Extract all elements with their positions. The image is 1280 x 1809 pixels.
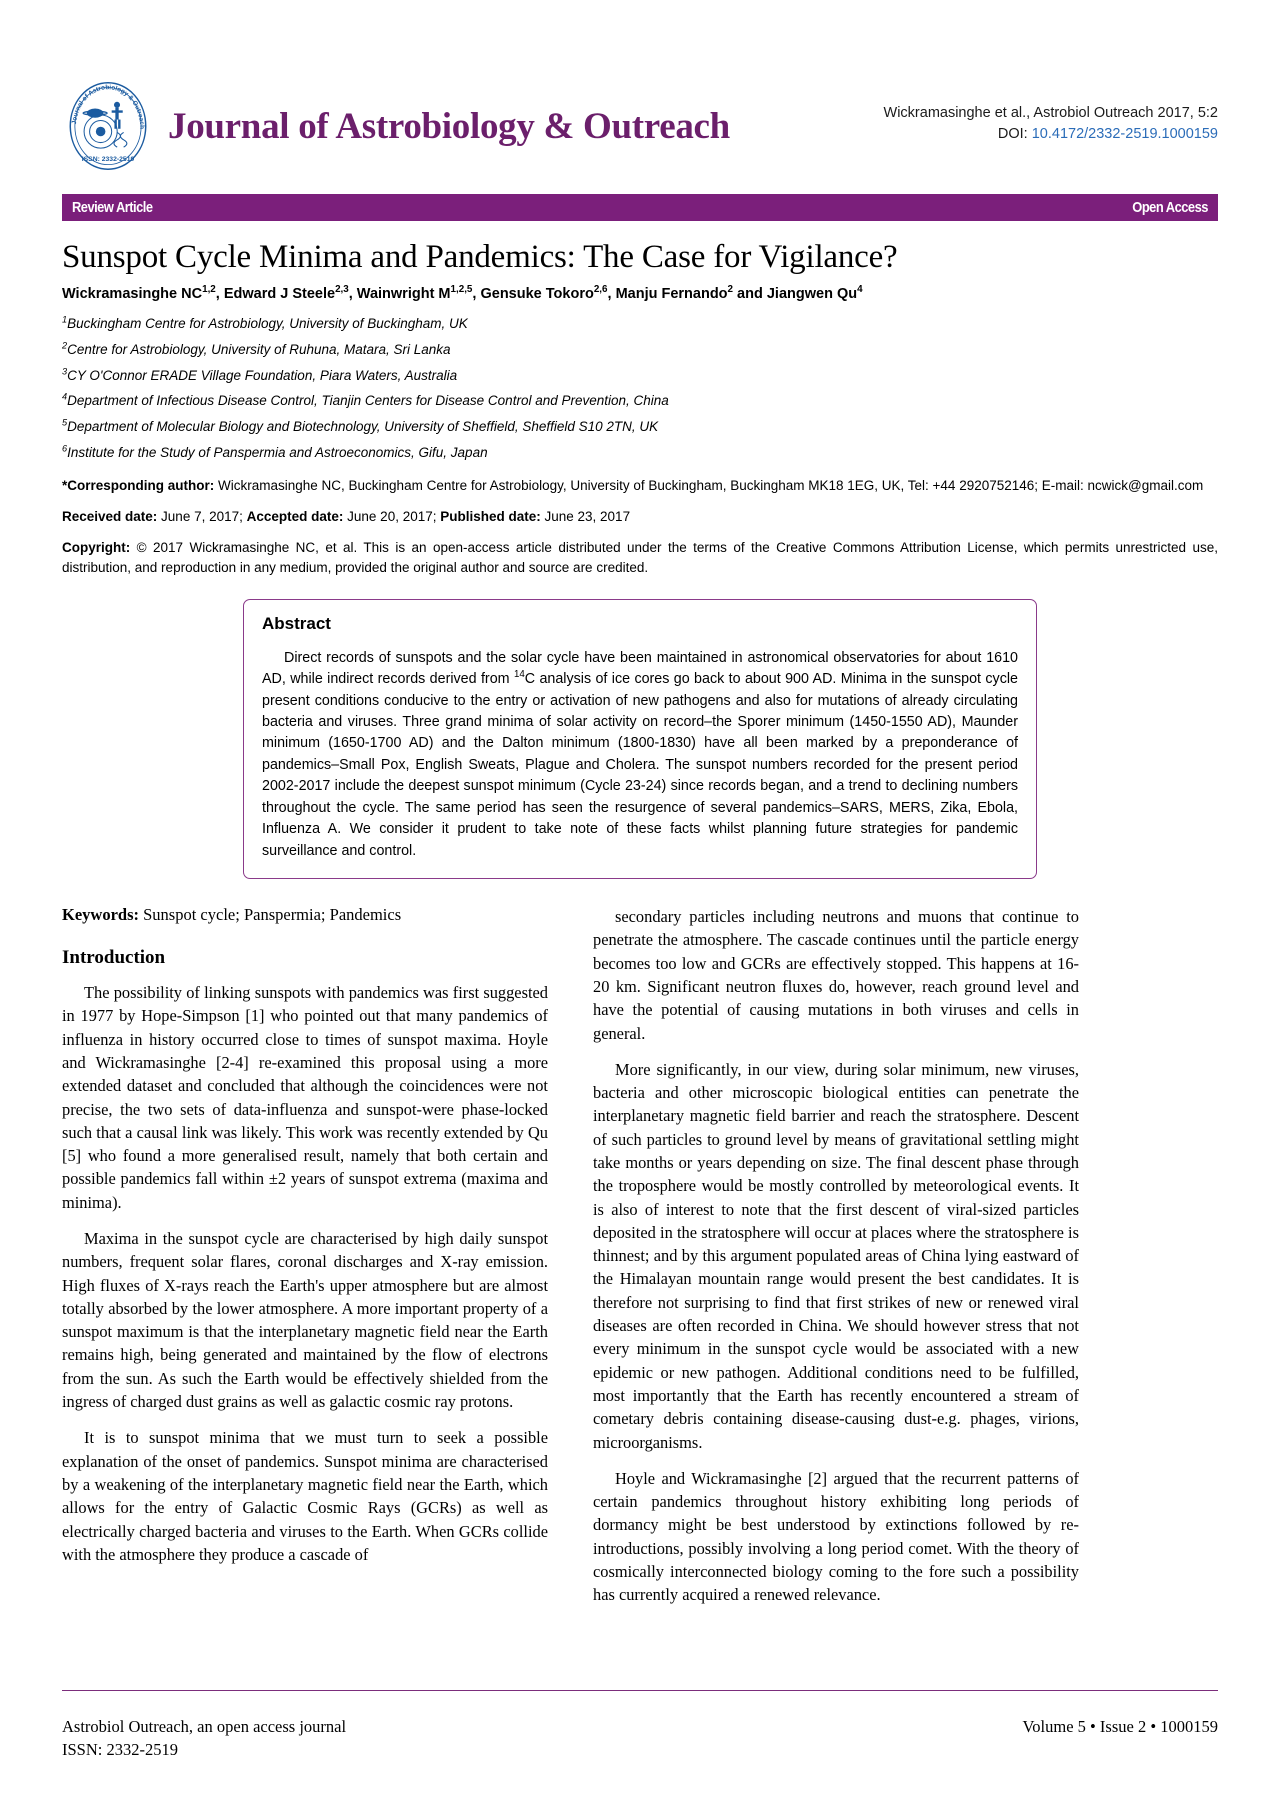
copyright-label: Copyright: (62, 540, 131, 556)
abstract-heading: Abstract (262, 613, 331, 633)
footer-divider (62, 1690, 1218, 1691)
review-article-label: Review Article (72, 199, 153, 216)
affiliation-text-4: Department of Infectious Disease Control, Tianjin Centers for Disease Control and Prevention, China (67, 393, 669, 409)
journal-brand (62, 80, 730, 172)
copyright-text: © 2017 Wickramasinghe NC, et al. This is an open-access article distributed under the terms of the Creative Commons Attribution License, which permits unrestricted use, distribution, and reproduction in any medium, provided the original author and source are credited. (62, 540, 1218, 575)
paragraph: More significantly, in our view, during solar minimum, new viruses, bacteria and other microscopic biological entities can penetrate the interplanetary magnetic field barrier and reach the stratosphere. Descent of such particles to ground level by means of gravitational settling might take months or years depending on size. The final descent phase through the troposphere would be mostly controlled by meteorological events. It is also of interest to note that the first descent of viral-sized particles deposited in the stratosphere will occur at places where the stratosphere is thinnest; and by this argument populated areas of China lying eastward of the Himalayan mountain range would present the best candidates. It is therefore not surprising to find that first strikes of new or renewed viral diseases are often recorded in China. We should however stress that not every minimum in the sunspot cycle would be associated with a new epidemic or new pathogen. Additional conditions need to be fulfilled, most importantly that the Earth has recently encountered a stream of cometary debris containing disease-causing dust-e.g. phages, virions, microorganisms. (593, 1059, 1079, 1452)
footer-left (62, 1716, 346, 1761)
affiliation-2 (62, 342, 1218, 359)
keywords-value: Sunspot cycle; Panspermia; Pandemics (139, 905, 402, 925)
affiliation-marker-6: 6 (62, 443, 68, 454)
paragraph: It is to sunspot minima that we must turn to seek a possible explanation of the onset of pandemics. Sunspot minima are characterised by a weakening of the interplanetary magnetic field near the Earth, which allows for the entry of Galactic Cosmic Rays (GCRs) as well as electrically charged bacteria and viruses to the Earth. When GCRs collide with the atmosphere they produce a cascade of (62, 1428, 548, 1564)
left-column (62, 905, 548, 1607)
affiliation-6 (62, 445, 1218, 462)
doi-label: DOI: (997, 126, 1032, 142)
affiliation-marker-4: 4 (62, 391, 68, 402)
citation-line: Wickramasinghe et al., Astrobiol Outreach 2017, 5:2 (883, 104, 1218, 121)
doi-line (884, 124, 1218, 145)
copyright-notice (62, 538, 1218, 576)
affiliation-1 (62, 316, 1218, 333)
footer-issn: ISSN: 2332-2519 (62, 1739, 178, 1759)
affiliation-4 (62, 393, 1218, 410)
paragraph: Maxima in the sunspot cycle are characterised by high daily sunspot numbers, frequent solar flares, coronal discharges and X-ray emission. High fluxes of X-rays reach the Earth's upper atmosphere but are almost totally absorbed by the lower atmosphere. A more important property of a sunspot maximum is that the interplanetary magnetic field near the Earth remains high, being generated and maintained by the flow of electrons from the sun. As such the Earth would be effectively shielded from the ingress of charged dust grains as well as galactic cosmic ray protons. (62, 1229, 548, 1412)
svg-text:ISSN: 2332-2519: ISSN: 2332-2519 (81, 155, 135, 163)
affiliation-marker-1: 1 (62, 314, 68, 325)
article-title: Sunspot Cycle Minima and Pandemics: The Case for Vigilance? (62, 239, 898, 275)
page-footer (62, 1716, 1218, 1761)
right-column (593, 905, 1079, 1607)
affiliations (62, 316, 1218, 462)
open-access-label: Open Access (1132, 199, 1208, 216)
corresponding-author (62, 476, 1218, 495)
citation-block (884, 103, 1218, 149)
paragraph: secondary particles including neutrons and muons that continue to penetrate the atmosphere. The cascade continues until the particle energy becomes too low and GCRs are effectively stopped. This happens at 16-20 km. Significant neutron fluxes do, however, reach ground level and have the potential of causing mutations in both viruses and cells in general. (593, 907, 1079, 1043)
keywords-label: Keywords: (62, 905, 139, 925)
publication-dates: Received date: June 7, 2017; Accepted date: June 20, 2017; Published date: June 23, 2017 (62, 509, 631, 525)
affiliation-text-1: Buckingham Centre for Astrobiology, University of Buckingham, UK (67, 315, 468, 331)
masthead (62, 0, 1218, 180)
author-list: Wickramasinghe NC$^{1,2}$, Edward J Steele$^{2,3}$, Wainwright M$^{1,2,5}$, Gensuke Tokoro$^{2,6}$, Manju Fernando$^2$ and Jiangwen Qu$^4$ (62, 284, 863, 302)
paragraph: The possibility of linking sunspots with pandemics was first suggested in 1977 by Hope-Simpson [1] who pointed out that many pandemics of influenza in history occurred close to times of sunspot maxima. Hoyle and Wickramasinghe [2-4] re-examined this proposal using a more extended dataset and concluded that although the coincidences were not precise, the two sets of data-influenza and sunspot-were phase-locked such that a causal link was likely. This work was recently extended by Qu [5] who found a more generalised result, namely that both certain and possible pandemics fall within ±2 years of sunspot extrema (maxima and minima). (62, 983, 548, 1212)
footer-volume-issue: Volume 5 • Issue 2 • 1000159 (1022, 1717, 1218, 1737)
abstract-box (243, 599, 1037, 879)
affiliation-marker-3: 3 (62, 366, 68, 377)
affiliation-5 (62, 419, 1218, 436)
footer-journal-name: Astrobiol Outreach, an open access journal (62, 1717, 347, 1737)
footer-right (1023, 1716, 1219, 1738)
svg-text:Journal of Astrobiology & Outr: Journal of Astrobiology & Outreach (70, 84, 146, 130)
keywords (62, 905, 548, 925)
affiliation-marker-5: 5 (62, 417, 68, 428)
affiliation-marker-2: 2 (62, 340, 68, 351)
affiliation-text-2: Centre for Astrobiology, University of Ruhuna, Matara, Sri Lanka (67, 341, 451, 357)
abstract-body: Direct records of sunspots and the solar cycle have been maintained in astronomical observatories for about 1610 AD, while indirect records derived from $^{14}$C analysis of ice cores go back to about 900 AD. Minima in the sunspot cycle present conditions conducive to the entry or activation of new pathogens and also for mutations of already circulating bacteria and viruses. Three grand minima of solar activity on record–the Sporer minimum (1450-1550 AD), Maunder minimum (1650-1700 AD) and the Dalton minimum (1800-1830) have all been marked by a preponderance of pandemics–Small Pox, English Sweats, Plague and Cholera. The sunspot numbers recorded for the present period 2002-2017 include the deepest sunspot minimum (Cycle 23-24) since records began, and a trend to declining numbers throughout the cycle. The same period has seen the resurgence of several pandemics–SARS, MERS, Zika, Ebola, Influenza A. We consider it prudent to take note of these facts whilst planning future strategies for pandemic surveillance and control. (262, 649, 1018, 859)
section-heading-introduction: Introduction (62, 947, 166, 969)
doi-value[interactable]: 10.4172/2332-2519.1000159 (1031, 126, 1218, 142)
article-type-ribbon (62, 194, 1218, 221)
affiliation-text-5: Department of Molecular Biology and Biotechnology, University of Sheffield, Sheffield S10 2TN, UK (67, 419, 659, 435)
corresponding-author-text: Wickramasinghe NC, Buckingham Centre for Astrobiology, University of Buckingham, Buckingham MK18 1EG, UK, Tel: +44 2920752146; E-mail: ncwick@gmail.com (214, 478, 1204, 494)
affiliation-3 (62, 368, 1218, 385)
journal-title: Journal of Astrobiology & Outreach (168, 105, 730, 147)
journal-seal-icon (62, 80, 154, 172)
affiliation-text-3: CY O'Connor ERADE Village Foundation, Piara Waters, Australia (67, 367, 458, 383)
corresponding-author-label: *Corresponding author: (62, 478, 215, 494)
affiliation-text-6: Institute for the Study of Panspermia and Astroeconomics, Gifu, Japan (67, 445, 488, 461)
paragraph: Hoyle and Wickramasinghe [2] argued that the recurrent patterns of certain pandemics throughout history exhibiting long periods of dormancy might be best understood by extinctions followed by re-introductions, possibly involving a long period comet. With the theory of cosmically interconnected biology coming to the fore such a possibility has currently acquired a renewed relevance. (593, 1468, 1079, 1605)
body-columns (62, 905, 1218, 1607)
